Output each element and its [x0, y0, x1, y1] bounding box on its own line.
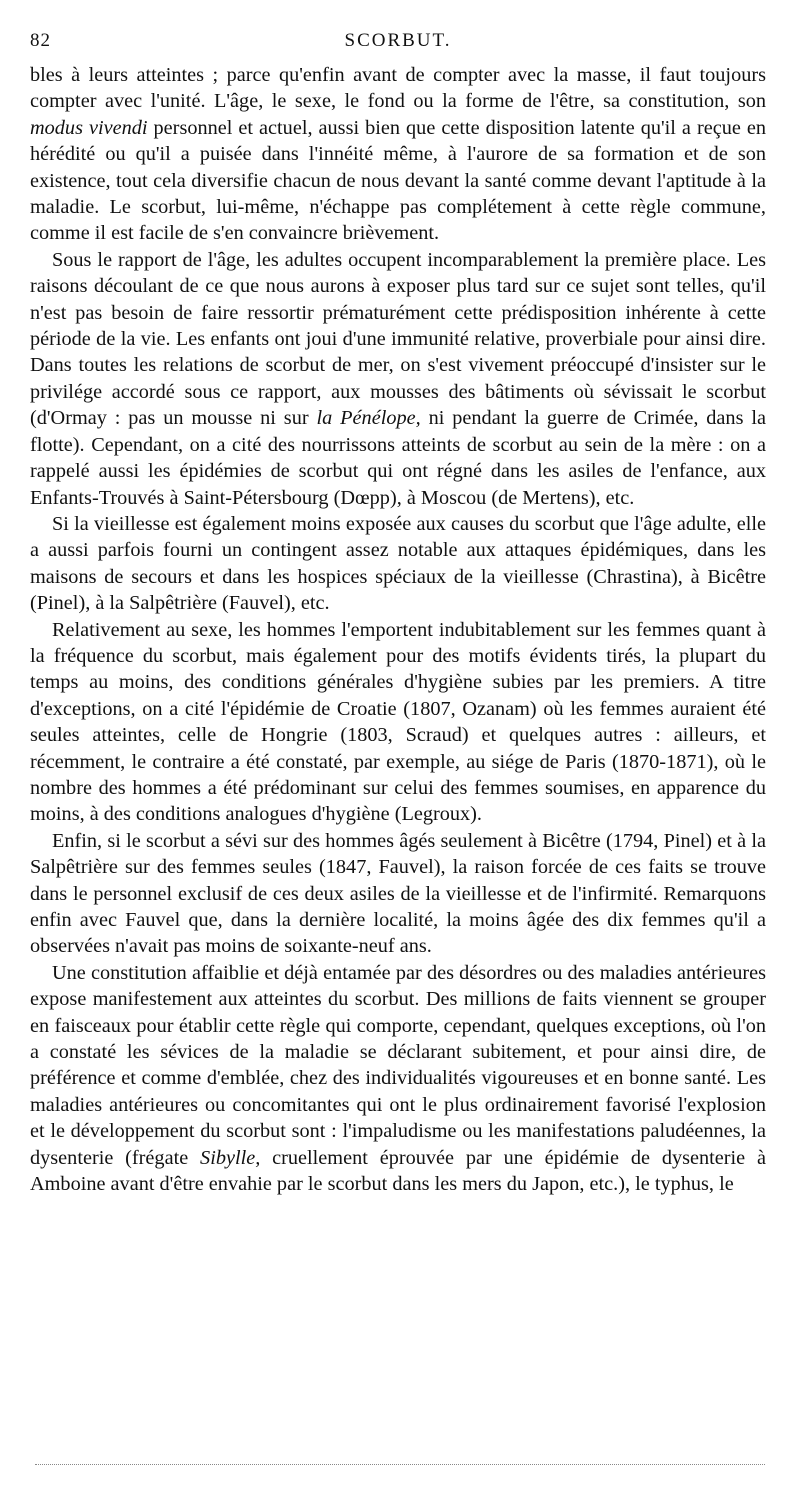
- paragraph: [30, 828, 766, 960]
- text-run: Une constitution affaiblie et déjà entamée par des désordres ou des maladies antérieures expose manifestement aux atteintes du scorbut. Des millions de faits viennent se grouper en faisceaux pour établir cette règle qui comporte, cependant, quelques exceptions, où l'on a constaté les sévices de la maladie se déclarant subitement, et pour ainsi dire, de préférence et comme d'emblée, chez des individualités vigoureuses et en bonne santé. Les maladies antérieures ou concomitantes qui ont le plus ordinairement favorisé l'explosion et le développement du scorbut sont : l'impaludisme ou les manifestations paludéennes, la dysenterie (frégate: [30, 961, 766, 1169]
- footer-rule: [35, 1464, 765, 1465]
- paragraph: [30, 247, 766, 511]
- paragraph: [30, 617, 766, 828]
- text-run: cruellement éprouvée par une épidémie de dysenterie à Amboine avant d'être envahie par le scorbut dans les mers du Japon, etc.), le typhus, le: [30, 1146, 766, 1196]
- page-number: 82: [30, 30, 51, 51]
- paragraph: [30, 960, 766, 1198]
- book-page: [30, 26, 766, 1197]
- italic-text: la Pénélope,: [316, 407, 421, 430]
- body-text: [30, 62, 766, 1197]
- text-run: ni pendant la guerre de Crimée, dans la flotte). Cependant, on a cité des nourrissons atteints de scorbut au sein de la mère : on a rappelé aussi les épidémies de scorbut qui ont régné dans les asiles de l'enfance, aux Enfants-Trouvés à Saint-Pétersbourg (Dœpp), à Moscou (de Mertens), etc.: [30, 407, 766, 509]
- text-run: Relativement au sexe, les hommes l'emportent indubitablement sur les femmes quant à la fréquence du scorbut, mais également pour des motifs évidents tirés, la plupart du temps au moins, des conditions générales d'hygiène subies par les premiers. A titre d'exceptions, on a cité l'épidémie de Croatie (1807, Ozanam) où les femmes auraient été seules atteintes, celle de Hongrie (1803, Scraud) et quelques autres : ailleurs, et récemment, le contraire a été constaté, par exemple, au siége de Paris (1870-1871), où le nombre des hommes a été prédominant sur celui des femmes soumises, en apparence du moins, à des conditions analogues d'hygiène (Legroux).: [30, 618, 766, 826]
- text-run: bles à leurs atteintes ; parce qu'enfin avant de compter avec la masse, il faut toujours compter avec l'unité. L'âge, le sexe, le fond ou la forme de l'être, sa constitution, son: [30, 64, 766, 113]
- paragraph: [30, 62, 766, 247]
- text-run: Enfin, si le scorbut a sévi sur des hommes âgés seulement à Bicêtre (1794, Pinel) et à la Salpêtrière sur des femmes seules (1847, Fauvel), la raison forcée de ces faits se trouve dans le personnel exclusif de ces deux asiles de la vieillesse et de l'infirmité. Remarquons enfin avec Fauvel que, dans la dernière localité, la moins âgée des dix femmes qu'il a observées n'avait pas moins de soixante-neuf ans.: [30, 829, 766, 958]
- text-run: Sous le rapport de l'âge, les adultes occupent incomparablement la première place. Les raisons découlant de ce que nous aurons à exposer plus tard sur ce sujet sont telles, qu'il n'est pas besoin de faire ressortir prématurément cette prédisposition inhérente à cette période de la vie. Les enfants ont joui d'une immunité relative, proverbiale pour ainsi dire. Dans toutes les relations de scorbut de mer, on s'est vivement préoccupé d'insister sur le privilége accordé sous ce rapport, aux mousses des bâtiments où sévissait le scorbut (d'Ormay : pas un mousse ni sur: [30, 248, 766, 430]
- text-run: Si la vieillesse est également moins exposée aux causes du scorbut que l'âge adulte, elle a aussi parfois fourni un contingent assez notable aux attaques épidémiques, dans les maisons de secours et dans les hospices spéciaux de la vieillesse (Chrastina), à Bicêtre (Pinel), à la Salpêtrière (Fauvel), etc.: [30, 512, 766, 615]
- italic-text: Sibylle,: [200, 1146, 261, 1169]
- page-header: [30, 26, 766, 56]
- italic-text: modus vivendi: [30, 116, 148, 139]
- paragraph: [30, 511, 766, 617]
- running-title: SCORBUT.: [344, 30, 452, 51]
- text-run: personnel et actuel, aussi bien que cette disposition latente qu'il a reçue en hérédité ou qu'il a puisée dans l'innéité même, à l'aurore de sa formation et de son existence, tout cela diversifie chacun de nous devant la santé comme devant l'aptitude à la maladie. Le scorbut, lui-même, n'échappe pas complétement à cette règle commune, comme il est facile de s'en convaincre brièvement.: [30, 116, 766, 245]
